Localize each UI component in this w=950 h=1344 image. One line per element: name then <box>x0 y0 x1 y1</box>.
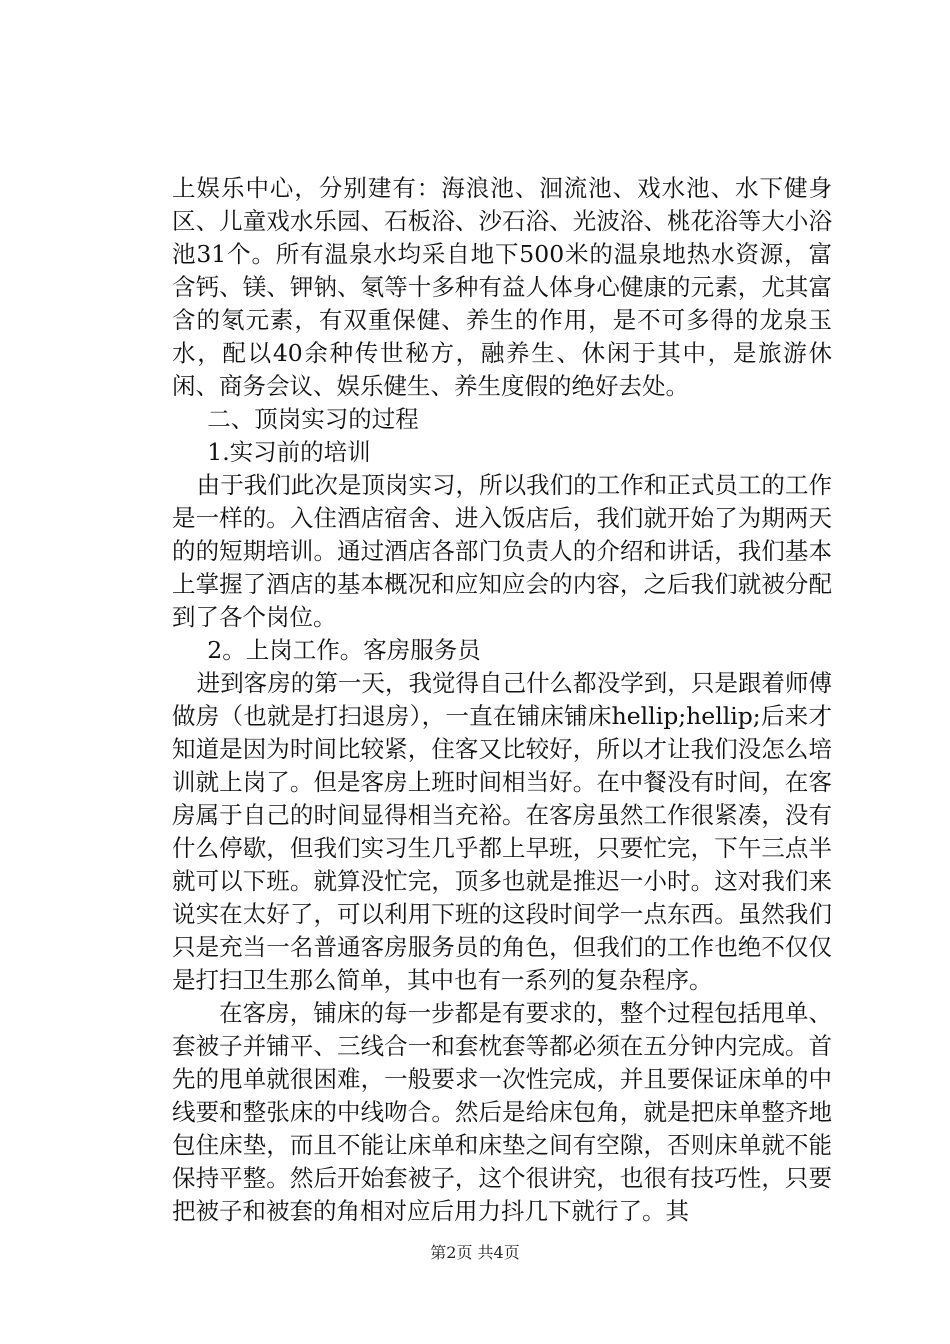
paragraph-first-day: 进到客房的第一天，我觉得自己什么都没学到，只是跟着师傅做房（也就是打扫退房），一直在铺床铺床hellip;hellip;后来才知道是因为时间比较紧，住客又比较好，所以才让我们没怎么培训就上岗了。但是客房上班时间相当好。在中餐没有时间，在客房属于自己的时间显得相当充裕。在客房虽然工作很紧凑，没有什么停歇，但我们实习生几乎都上早班，只要忙完，下午三点半就可以下班。就算没忙完，顶多也就是推迟一小时。这对我们来说实在太好了，可以利用下班的这段时间学一点东西。虽然我们只是充当一名普通客房服务员的角色，但我们的工作也绝不仅仅是打扫卫生那么简单，其中也有一系列的复杂程序。 <box>172 669 832 994</box>
paragraph-bed-making: 在客房，铺床的每一步都是有要求的，整个过程包括甩单、套被子并铺平、三线合一和套枕套等都必须在五分钟内完成。首先的甩单就很困难，一般要求一次性完成，并且要保证床单的中线要和整张床的中线吻合。然后是给床包角，就是把床单整齐地包住床垫，而且不能让床单和床垫之间有空隙，否则床单就不能保持平整。然后开始套被子，这个很讲究，也很有技巧性，只要把被子和被套的角相对应后用力抖几下就行了。其 <box>172 999 832 1225</box>
page-footer: 第2页 共4页 <box>430 1243 520 1262</box>
subheading-pre-training: 1.实习前的培训 <box>207 438 371 466</box>
document-body <box>172 172 832 1228</box>
paragraph-training: 由于我们此次是顶岗实习，所以我们的工作和正式员工的工作是一样的。入住酒店宿舍、进入饭店后，我们就开始了为期两天的的短期培训。通过酒店各部门负责人的介绍和讲话，我们基本上掌握了酒店的基本概况和应知应会的内容，之后我们就被分配到了各个岗位。 <box>172 471 832 631</box>
paragraph-intro-continued: 上娱乐中心，分别建有：海浪池、洄流池、戏水池、水下健身区、儿童戏水乐园、石板浴、沙石浴、光波浴、桃花浴等大小浴池31个。所有温泉水均采自地下500米的温泉地热水资源，富含钙、镁、钾钠、氡等十多种有益人体身心健康的元素，尤其富含的氡元素，有双重保健、养生的作用，是不可多得的龙泉玉水，配以40余种传世秘方，融养生、休闲于其中，是旅游休闲、商务会议、娱乐健生、养生度假的绝好去处。 <box>172 174 832 400</box>
subheading-room-attendant: 2。上岗工作。客房服务员 <box>207 636 481 664</box>
section-heading-internship-process: 二、顶岗实习的过程 <box>207 405 419 433</box>
